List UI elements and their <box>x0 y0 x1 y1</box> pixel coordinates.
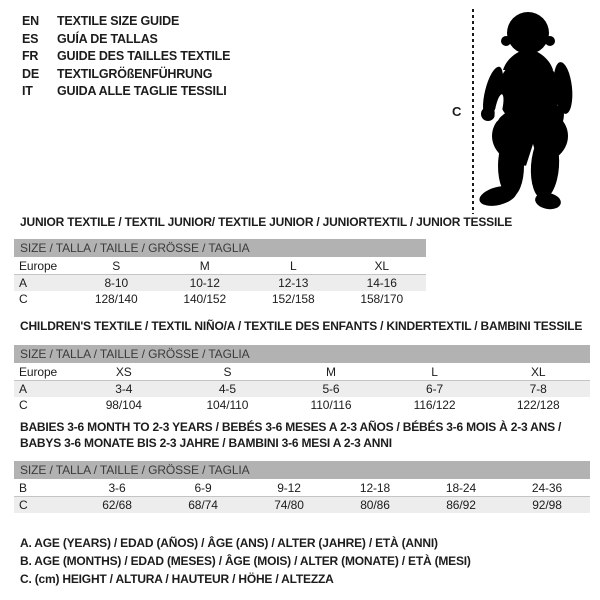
row-label: C <box>19 292 28 306</box>
size-table-header: SIZE / TALLA / TAILLE / GRÖSSE / TAGLIA <box>14 345 590 363</box>
age-cell: 3-4 <box>72 381 176 398</box>
children-size-table <box>14 345 590 413</box>
babies-section-title <box>20 419 580 451</box>
babies-age-row <box>14 479 590 497</box>
size-cell: XL <box>486 363 590 381</box>
children-age-row <box>14 381 590 398</box>
language-row-fr <box>22 48 230 66</box>
row-label: B <box>14 479 74 497</box>
row-label: A <box>14 275 72 292</box>
height-cell: 110/116 <box>310 398 352 412</box>
language-row-de <box>22 66 230 84</box>
table-header-row <box>14 345 590 363</box>
height-cell: 128/140 <box>94 292 138 306</box>
language-row-it <box>22 83 230 101</box>
height-cell: 80/86 <box>332 497 418 514</box>
language-code: EN <box>22 14 39 28</box>
language-code: FR <box>22 49 39 64</box>
age-cell: 24-36 <box>504 479 590 497</box>
junior-europe-row <box>14 257 426 275</box>
size-cell: XL <box>338 257 427 275</box>
legend-line-age-months: B. AGE (MONTHS) / EDAD (MESES) / ÂGE (MOIS) / ALTER (MONATE) / ETÀ (MESI) <box>20 554 471 568</box>
legend-line-age-years: A. AGE (YEARS) / EDAD (AÑOS) / ÂGE (ANS) / ALTER (JAHRE) / ETÀ (ANNI) <box>20 536 438 550</box>
age-cell: 12-18 <box>332 479 418 497</box>
age-cell: 4-5 <box>176 381 280 398</box>
table-header-row <box>14 461 590 479</box>
language-row-en <box>22 13 230 31</box>
height-cell: 116/122 <box>413 398 456 412</box>
height-cell: 92/98 <box>504 497 590 514</box>
children-height-row <box>14 397 590 413</box>
row-label: Europe <box>14 363 72 381</box>
age-cell: 5-6 <box>279 381 383 398</box>
size-table-header: SIZE / TALLA / TAILLE / GRÖSSE / TAGLIA <box>14 239 426 257</box>
children-section-title: CHILDREN'S TEXTILE / TEXTIL NIÑO/A / TEXTILE DES ENFANTS / KINDERTEXTIL / BAMBINI TESSILE <box>20 319 583 333</box>
size-cell: M <box>161 257 250 275</box>
language-code: ES <box>22 31 39 46</box>
size-cell: XS <box>72 363 176 381</box>
junior-size-table <box>14 239 426 307</box>
height-cell: 62/68 <box>74 497 160 514</box>
height-measure-label: C <box>452 104 462 119</box>
age-cell: 6-9 <box>160 479 246 497</box>
size-cell: L <box>383 363 487 381</box>
age-cell: 14-16 <box>338 275 427 292</box>
junior-height-row <box>14 291 426 307</box>
babies-title-line2: BABYS 3-6 MONATE BIS 2-3 JAHRE / BAMBINI 3-6 MESI A 2-3 ANNI <box>20 436 392 450</box>
children-europe-row <box>14 363 590 381</box>
baby-silhouette-icon <box>478 8 574 212</box>
height-cell: 152/158 <box>271 292 315 306</box>
babies-title-line1: BABIES 3-6 MONTH TO 2-3 YEARS / BEBÉS 3-6 MESES A 2-3 AÑOS / BÉBÉS 3-6 MOIS À 2-3 ANS / <box>20 420 562 434</box>
size-cell: M <box>279 363 383 381</box>
language-row-es <box>22 31 230 49</box>
height-cell: 140/152 <box>183 292 227 306</box>
guide-title-en: TEXTILE SIZE GUIDE <box>57 14 180 28</box>
guide-title-fr: GUIDE DES TAILLES TEXTILE <box>57 49 231 64</box>
height-cell: 122/128 <box>516 398 560 412</box>
row-label: C <box>14 497 74 514</box>
row-label: A <box>14 381 72 398</box>
language-title-list <box>22 13 230 101</box>
legend-line-height: C. (cm) HEIGHT / ALTURA / HAUTEUR / HÖHE / ALTEZZA <box>20 572 334 586</box>
height-measure-dotted-line <box>472 9 474 214</box>
language-code: IT <box>22 84 33 99</box>
age-cell: 6-7 <box>383 381 487 398</box>
age-cell: 18-24 <box>418 479 504 497</box>
age-cell: 3-6 <box>74 479 160 497</box>
height-cell: 98/104 <box>105 398 142 412</box>
guide-title-es: GUÍA DE TALLAS <box>57 31 158 46</box>
babies-height-row <box>14 497 590 514</box>
height-cell: 158/170 <box>360 292 404 306</box>
size-cell: S <box>72 257 161 275</box>
language-code: DE <box>22 66 39 81</box>
height-cell: 74/80 <box>246 497 332 514</box>
junior-section-title: JUNIOR TEXTILE / TEXTIL JUNIOR/ TEXTILE JUNIOR / JUNIORTEXTIL / JUNIOR TESSILE <box>20 215 513 229</box>
babies-size-table <box>14 461 590 513</box>
row-label: Europe <box>14 257 72 275</box>
junior-age-row <box>14 275 426 292</box>
guide-title-de: TEXTILGRÖßENFÜHRUNG <box>57 66 213 81</box>
size-table-header: SIZE / TALLA / TAILLE / GRÖSSE / TAGLIA <box>14 461 590 479</box>
age-cell: 7-8 <box>486 381 590 398</box>
size-cell: S <box>176 363 280 381</box>
height-cell: 86/92 <box>418 497 504 514</box>
age-cell: 12-13 <box>249 275 338 292</box>
age-cell: 9-12 <box>246 479 332 497</box>
table-header-row <box>14 239 426 257</box>
height-cell: 104/110 <box>206 398 249 412</box>
size-cell: L <box>249 257 338 275</box>
age-cell: 8-10 <box>72 275 161 292</box>
legend <box>20 534 471 588</box>
age-cell: 10-12 <box>161 275 250 292</box>
guide-title-it: GUIDA ALLE TAGLIE TESSILI <box>57 84 227 99</box>
height-cell: 68/74 <box>160 497 246 514</box>
row-label: C <box>19 398 28 412</box>
